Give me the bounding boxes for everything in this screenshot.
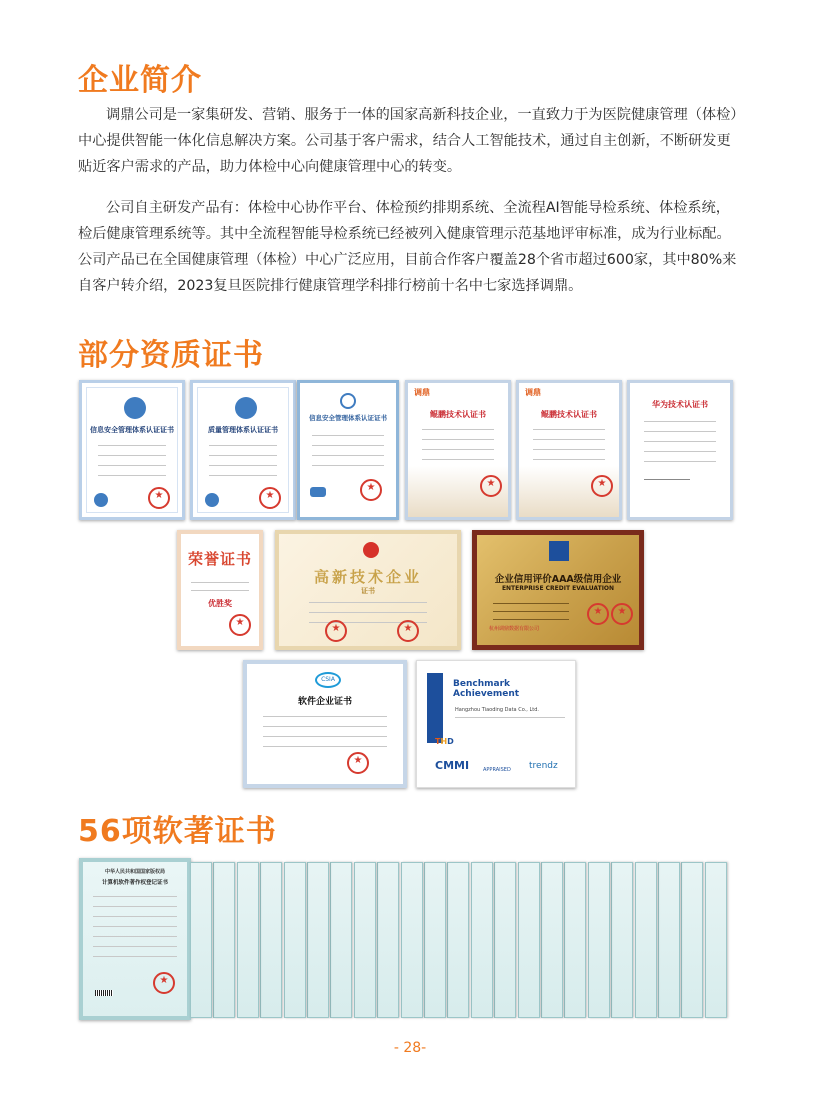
software-copyright-certificate-main — [79, 858, 191, 1020]
certificate-infosec-2 — [297, 380, 399, 520]
certificate-cmmi-benchmark: Benchmark Achievement Hangzhou Tiaoding Data Co., Ltd. THD CMMI APPRAISED trendz — [416, 660, 576, 788]
certificate-infosec-1 — [79, 380, 185, 520]
software-copyright-certificate — [541, 862, 563, 1018]
tiaoding-logo: 调鼎 — [414, 388, 430, 397]
section-title-software-copyright: 56项软著证书 — [78, 814, 277, 849]
company-name: 杭州调鼎数据有限公司 — [489, 626, 540, 632]
software-copyright-certificate — [354, 862, 376, 1018]
certificate-quality — [190, 380, 296, 520]
certificate-title: Benchmark Achievement — [453, 679, 520, 699]
software-copyright-certificate — [377, 862, 399, 1018]
section-title-certificates: 部分资质证书 — [78, 338, 264, 373]
certificate-title: 华为技术认证书 — [652, 400, 708, 409]
certificate-title: 荣誉证书 — [187, 550, 252, 568]
company-name: Hangzhou Tiaoding Data Co., Ltd. — [455, 707, 539, 713]
software-copyright-certificate — [447, 862, 469, 1018]
trendz-logo: trendz — [529, 761, 558, 771]
software-copyright-certificate — [471, 862, 493, 1018]
certificate-subtitle: 证书 — [361, 587, 375, 595]
software-copyright-certificate — [260, 862, 282, 1018]
software-copyright-certificate — [401, 862, 423, 1018]
software-copyright-certificate — [330, 862, 352, 1018]
software-copyright-certificate — [424, 862, 446, 1018]
certificate-honor — [177, 530, 263, 650]
software-copyright-certificate — [564, 862, 586, 1018]
cert-header-1: 中华人民共和国国家版权局 — [104, 869, 165, 875]
software-copyright-certificate — [658, 862, 680, 1018]
csia-logo: CSIA — [315, 672, 341, 688]
software-copyright-certificate — [190, 862, 212, 1018]
appraised-label: APPRAISED — [483, 767, 511, 773]
cmmi-logo: CMMI — [435, 759, 470, 772]
software-copyright-certificate — [635, 862, 657, 1018]
certificate-high-tech — [275, 530, 461, 650]
cert-header-2: 计算机软件著作权登记证书 — [101, 880, 168, 886]
software-copyright-certificate — [588, 862, 610, 1018]
certificate-title: 鲲鹏技术认证书 — [541, 410, 597, 419]
barcode-icon — [95, 990, 113, 996]
certificate-kunpeng-1 — [405, 380, 511, 520]
certificate-kunpeng-2 — [516, 380, 622, 520]
software-copyright-certificate — [611, 862, 633, 1018]
certificate-software-enterprise — [243, 660, 407, 788]
certificate-title: 高新技术企业 — [313, 568, 422, 586]
certificate-subtitle: ENTERPRISE CREDIT EVALUATION — [501, 585, 615, 592]
certificate-title: 软件企业证书 — [297, 697, 352, 707]
certificate-title: 企业信用评价AAA级信用企业 — [494, 574, 622, 585]
software-copyright-certificate — [494, 862, 516, 1018]
certificate-huawei — [627, 380, 733, 520]
software-copyright-certificate — [705, 862, 727, 1018]
intro-paragraph-2: 公司自主研发产品有：体检中心协作平台、体检预约排期系统、全流程AI智能导检系统、体检系统，检后健康管理系统等。其中全流程智能导检系统已经被列入健康管理示范基地评审标准，成为行业标配。公司产品已在全国健康管理（体检）中心广泛应用，目前合作客户覆盖28个省市超过600家，其中80%来自客户转介绍，2023复旦医院排行健康管理学科排行榜前十名中七家选择调鼎。 — [78, 200, 737, 294]
credit-logo-icon — [549, 541, 569, 561]
certificate-title: 信息安全管理体系认证证书 — [309, 414, 387, 422]
software-copyright-certificate — [518, 862, 540, 1018]
section-title-intro: 企业简介 — [78, 63, 202, 98]
software-copyright-certificate — [307, 862, 329, 1018]
software-copyright-certificate — [213, 862, 235, 1018]
intro-paragraph-1: 调鼎公司是一家集研发、营销、服务于一体的国家高新科技企业，一直致力于为医院健康管理（体检）中心提供智能一体化信息解决方案。公司基于客户需求，结合人工智能技术，通过自主创新，不断研发更贴近客户需求的产品，助力体检中心向健康管理中心的转变。 — [78, 107, 738, 175]
award-label: 优胜奖 — [208, 599, 232, 608]
certificate-credit-aaa — [472, 530, 644, 650]
benchmark-ribbon-icon — [427, 673, 443, 743]
certificate-title: 信息安全管理体系认证证书 — [90, 426, 174, 434]
software-copyright-certificate — [237, 862, 259, 1018]
software-copyright-certificate — [284, 862, 306, 1018]
page-number: - 28- — [393, 1040, 427, 1056]
software-copyright-certificate — [681, 862, 703, 1018]
tiaoding-logo: 调鼎 — [525, 388, 541, 397]
certificate-title: 鲲鹏技术认证书 — [430, 410, 486, 419]
certificate-title: 质量管理体系认证证书 — [208, 426, 278, 434]
